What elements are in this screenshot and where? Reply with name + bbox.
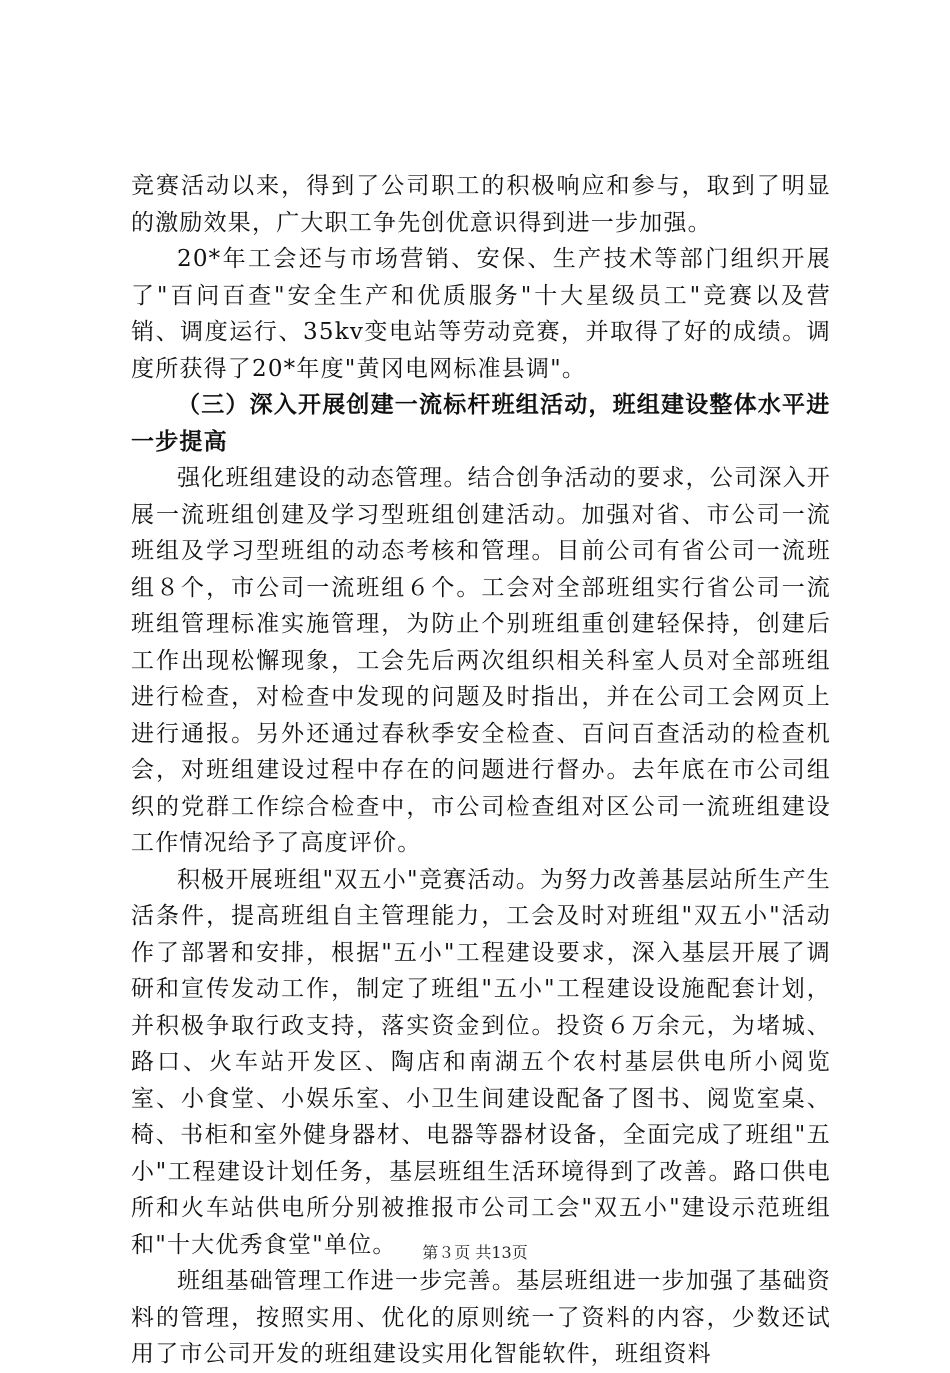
paragraph-basic-management: 班组基础管理工作进一步完善。基层班组进一步加强了基础资料的管理，按照实用、优化的原则统一了资料的内容，少数还试用了市公司开发的班组建设实用化智能软件，班组资料: [131, 1268, 831, 1367]
paragraph-continuation: 竞赛活动以来，得到了公司职工的积极响应和参与，取到了明显的激励效果，广大职工争先创优意识得到进一步加强。: [131, 173, 831, 236]
section-heading-three: （三）深入开展创建一流标杆班组活动，班组建设整体水平进一步提高: [131, 392, 831, 455]
document-body: [131, 168, 831, 1373]
paragraph-team-dynamic-management: 强化班组建设的动态管理。结合创争活动的要求，公司深入开展一流班组创建及学习型班组创建活动。加强对省、市公司一流班组及学习型班组的动态考核和管理。目前公司有省公司一流班组８个，市公司一流班组６个。工会对全部班组实行省公司一流班组管理标准实施管理，为防止个别班组重创建轻保持，创建后工作出现松懈现象，工会先后两次组织相关科室人员对全部班组进行检查，对检查中发现的问题及时指出，并在公司工会网页上进行通报。另外还通过春秋季安全检查、百问百查活动的检查机会，对班组建设过程中存在的问题进行督办。去年底在市公司组织的党群工作综合检查中，市公司检查组对区公司一流班组建设工作情况给予了高度评价。: [131, 465, 831, 856]
paragraph-double-five-small: 积极开展班组"双五小"竞赛活动。为努力改善基层站所生产生活条件，提高班组自主管理能力，工会及时对班组"双五小"活动作了部署和安排，根据"五小"工程建设要求，深入基层开展了调研和宣传发动工作，制定了班组"五小"工程建设设施配套计划，并积极争取行政支持，落实资金到位。投资６万余元，为堵城、路口、火车站开发区、陶店和南湖五个农村基层供电所小阅览室、小食堂、小娱乐室、小卫生间建设配备了图书、阅览室桌、椅、书柜和室外健身器材、电器等器材设备，全面完成了班组"五小"工程建设计划任务，基层班组生活环境得到了改善。路口供电所和火车站供电所分别被推报市公司工会"双五小"建设示范班组和"十大优秀食堂"单位。: [131, 866, 831, 1258]
page-number-footer: 第３页 共13页: [422, 1243, 528, 1262]
paragraph-labor-competitions: 20*年工会还与市场营销、安保、生产技术等部门组织开展了"百问百查"安全生产和优质服务"十大星级员工"竞赛以及营销、调度运行、35kv变电站等劳动竞赛，并取得了好的成绩。调度所获得了20*年度"黄冈电网标准县调"。: [131, 246, 831, 382]
